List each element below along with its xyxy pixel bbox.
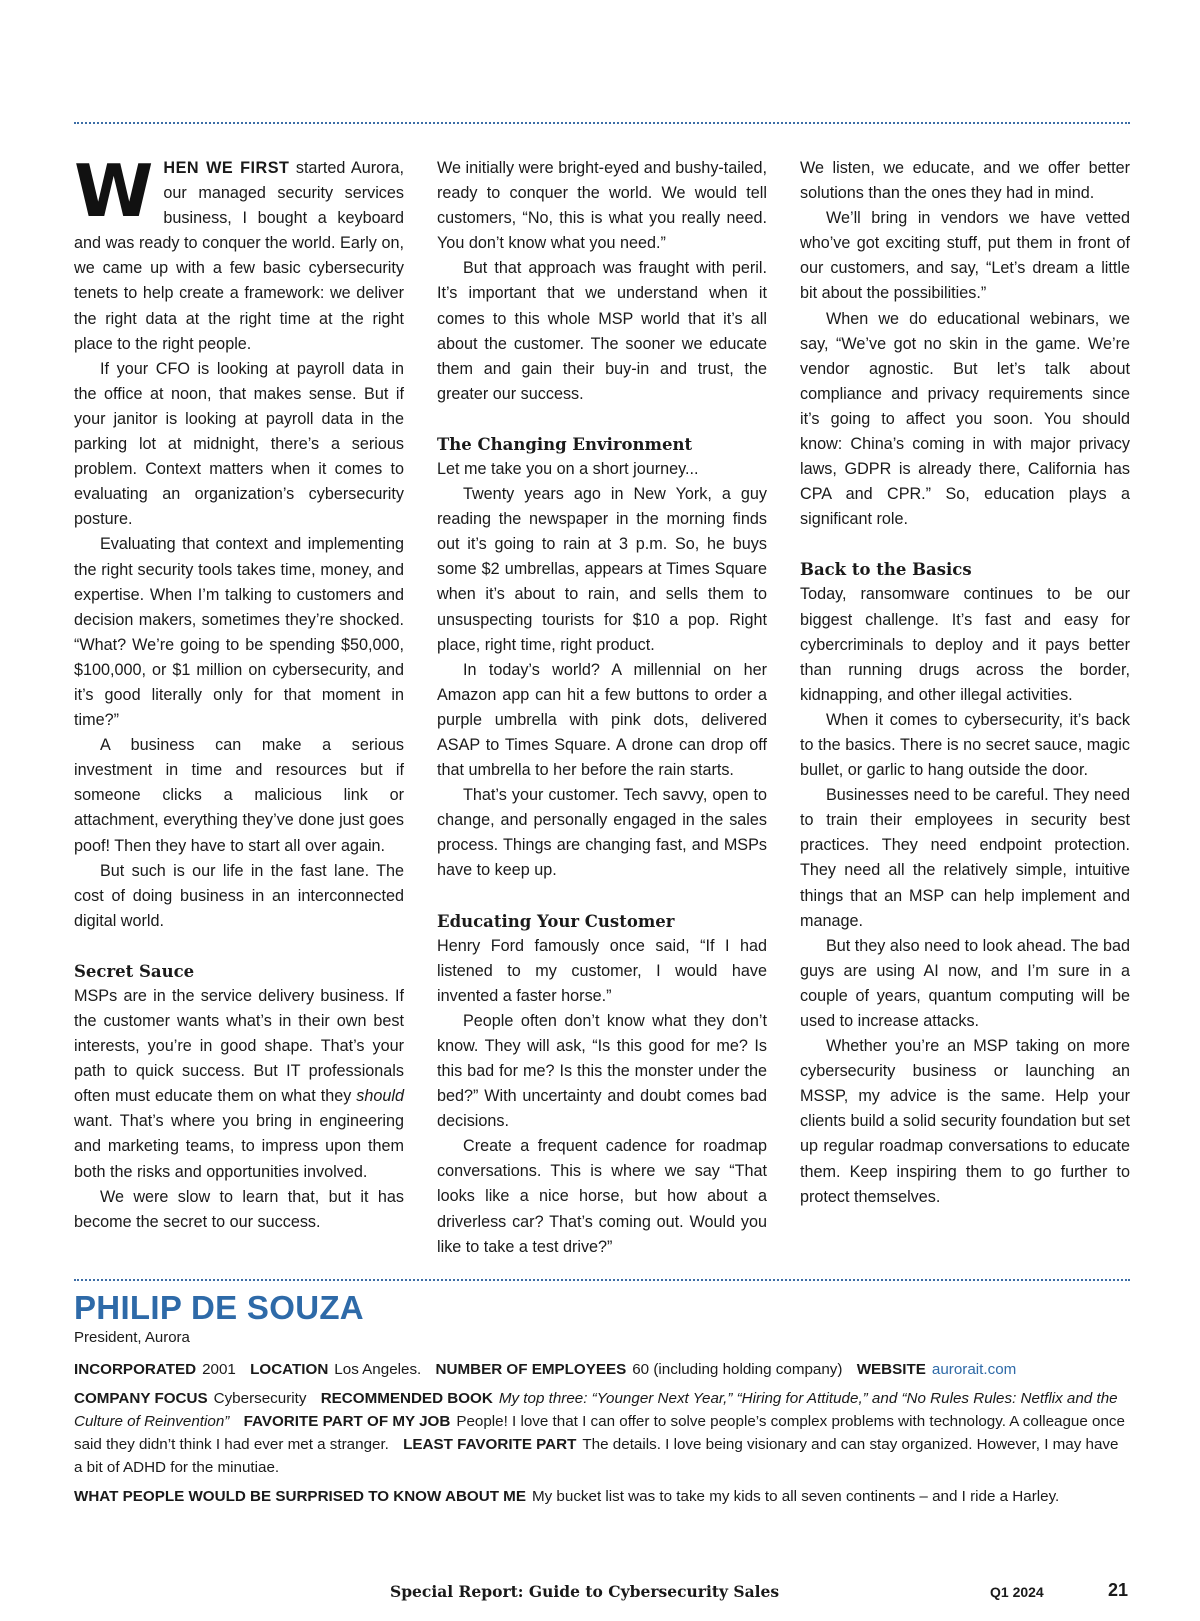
article-body <box>74 149 1130 1260</box>
paragraph: When it comes to cybersecurity, it’s back to the basics. There is no secret sauce, magic bullet, or garlic to hang outside the door. <box>800 710 1130 780</box>
heading-educating-customer: Educating Your Customer <box>437 911 675 931</box>
heading-secret-sauce: Secret Sauce <box>74 961 195 981</box>
incorporated-value: 2001 <box>202 1361 236 1378</box>
drop-cap: W <box>74 149 154 233</box>
facts-row <box>74 1485 1130 1508</box>
favorite-value: People! I love that I can offer to solve people’s complex problems with technology. A colleague once said they didn’t think I had ever met a stranger. <box>74 1413 1125 1453</box>
paragraph: Whether you’re an MSP taking on more cybersecurity business or launching an MSSP, my advice is the same. Help your clients build a solid security foundation but set up regular roadmap conversations to educate them. Keep inspiring them to go further to protect themselves. <box>800 1037 1130 1206</box>
employees-label: NUMBER OF EMPLOYEES <box>435 1361 627 1378</box>
least-favorite-value: The details. I love being visionary and can stay organized. However, I may have a bit of ADHD for the minutiae. <box>74 1436 1119 1476</box>
paragraph: Today, ransomware continues to be our biggest challenge. It’s fast and easy for cybercriminals to deploy and it pays better than running drugs across the border, kidnapping, and other illegal activities. <box>800 585 1130 704</box>
paragraph: That’s your customer. Tech savvy, open to change, and personally engaged in the sales process. Things are changing fast, and MSPs have to keep up. <box>437 786 767 880</box>
report-title: Special Report: Guide to Cybersecurity Sales <box>390 1582 780 1601</box>
focus-value: Cybersecurity <box>213 1390 307 1407</box>
heading-back-to-basics: Back to the Basics <box>800 560 972 580</box>
paragraph: Henry Ford famously once said, “If I had listened to my customer, I would have invented a faster horse.” <box>437 936 767 1005</box>
surprise-label: WHAT PEOPLE WOULD BE SURPRISED TO KNOW ABOUT ME <box>74 1488 526 1505</box>
paragraph-text: want. That’s where you bring in engineering and marketing teams, to impress upon them both the risks and opportunities involved. <box>74 1112 404 1181</box>
paragraph <box>74 984 404 1185</box>
paragraph: Let me take you on a short journey... <box>437 459 699 478</box>
paragraph: We initially were bright-eyed and bushy-tailed, ready to conquer the world. We would tell customers, “No, this is what you really need. You don’t know what you need.” <box>437 159 767 253</box>
top-dotted-rule <box>74 122 1130 124</box>
paragraph-text: MSPs are in the service delivery business. If the customer wants what’s in their own best interests, you’re in good shape. That’s your path to quick success. But IT professionals often must educate them on what they <box>74 986 404 1106</box>
book-value: My top three: “Younger Next Year,” “Hiring for Attitude,” and “No Rules Rules: Netflix and the Culture of Reinvention” <box>74 1390 1118 1430</box>
book-label: RECOMMENDED BOOK <box>320 1390 493 1407</box>
intro-paragraph <box>74 149 404 357</box>
paragraph: Twenty years ago in New York, a guy reading the newspaper in the morning finds out it’s going to rain at 3 p.m. So, he buys some $2 umbrellas, appears at Times Square when it’s about to rain, and sells them to unsuspecting tourists for $10 a pop. Right place, right time, right product. <box>437 485 767 654</box>
paragraph: We listen, we educate, and we offer better solutions than the ones they had in mind. <box>800 159 1130 203</box>
profile-name: PHILIP DE SOUZA <box>74 1289 364 1326</box>
article-column-2 <box>437 156 767 1260</box>
paragraph: People often don’t know what they don’t know. They will ask, “Is this good for me? Is this bad for me? Is this the monster under the bed?” With uncertainty and doubt comes bad decisions. <box>437 1011 767 1131</box>
paragraph: If your CFO is looking at payroll data in the office at noon, that makes sense. But if your janitor is looking at payroll data in the parking lot at midnight, there’s a serious problem. Context matters when it comes to evaluating an organization’s cybersecurity posture. <box>74 359 404 529</box>
location-value: Los Angeles. <box>334 1361 422 1378</box>
profile-title: President, Aurora <box>74 1329 190 1346</box>
issue-quarter: Q1 2024 <box>990 1584 1044 1600</box>
paragraph: We were slow to learn that, but it has become the secret to our success. <box>74 1187 404 1231</box>
paragraph: A business can make a serious investment in time and resources but if someone clicks a malicious link or attachment, everything they’ve done just goes poof! Then they have to start all over again. <box>74 736 404 855</box>
location-label: LOCATION <box>250 1361 329 1378</box>
profile-facts <box>74 1358 1130 1508</box>
bottom-dotted-rule <box>74 1279 1130 1281</box>
article-column-3 <box>800 156 1130 1260</box>
website-link[interactable]: aurorait.com <box>931 1361 1017 1378</box>
website-label: WEBSITE <box>856 1361 926 1378</box>
paragraph: Evaluating that context and implementing the right security tools takes time, money, and expertise. When I’m talking to customers and decision makers, sometimes they’re shocked. “What? We’re going to be spending $50,000, $100,000, or $1 million on cybersecurity, and it’s good literally only for that moment in time?” <box>74 535 404 730</box>
paragraph: In today’s world? A millennial on her Amazon app can hit a few buttons to order a purple umbrella with pink dots, delivered ASAP to Times Square. A drone can drop off that umbrella to her before the rain starts. <box>437 660 767 780</box>
paragraph: Create a frequent cadence for roadmap conversations. This is where we say “That looks like a nice horse, but how about a driverless car? That’s coming out. Would you like to take a test drive?” <box>437 1137 767 1256</box>
paragraph: But they also need to look ahead. The bad guys are using AI now, and I’m sure in a couple of years, quantum computing will be used to increase attacks. <box>800 936 1130 1030</box>
paragraph: But that approach was fraught with peril. It’s important that we understand when it comes to this whole MSP world that it’s all about the customer. The sooner we educate them and gain their buy-in and trust, the greater our success. <box>437 259 767 403</box>
surprise-value: My bucket list was to take my kids to all seven continents – and I ride a Harley. <box>531 1488 1060 1505</box>
page-footer <box>0 1582 1200 1606</box>
heading-changing-environment: The Changing Environment <box>437 434 693 454</box>
paragraph: When we do educational webinars, we say, “We’ve got no skin in the game. We’re vendor agnostic. But let’s talk about compliance and privacy requirements since it’s going to affect you soon. You should know: China’s coming in with major privacy laws, GDPR is already there, California has CPA and CPR.” So, education plays a significant role. <box>800 309 1130 529</box>
profile-box <box>74 1290 1130 1514</box>
least-favorite-label: LEAST FAVORITE PART <box>403 1436 577 1453</box>
facts-row <box>74 1387 1130 1479</box>
lead-in: HEN WE FIRST <box>163 159 290 177</box>
paragraph-text: started Aurora, our managed security services business, I bought a keyboard and was ready to conquer the world. Early on, we came up with a few basic cybersecurity tenets to help create a framework: we deliver the right data at the right time at the right place to the right people. <box>74 159 404 353</box>
article-column-1 <box>74 149 404 1260</box>
facts-row <box>74 1358 1130 1381</box>
paragraph: We’ll bring in vendors we have vetted who’ve got exciting stuff, put them in front of our customers, and say, “Let’s dream a little bit about the possibilities.” <box>800 209 1130 303</box>
focus-label: COMPANY FOCUS <box>74 1390 208 1407</box>
paragraph: Businesses need to be careful. They need to train their employees in security best practices. They need endpoint protection. They need all the relatively simple, intuitive things that an MSP can help implement and manage. <box>800 786 1130 930</box>
emphasis: should <box>356 1087 404 1106</box>
paragraph: But such is our life in the fast lane. The cost of doing business in an interconnected digital world. <box>74 861 404 930</box>
favorite-label: FAVORITE PART OF MY JOB <box>243 1413 451 1430</box>
page-number: 21 <box>1108 1580 1129 1600</box>
incorporated-label: INCORPORATED <box>74 1361 197 1378</box>
employees-value: 60 (including holding company) <box>632 1361 843 1378</box>
